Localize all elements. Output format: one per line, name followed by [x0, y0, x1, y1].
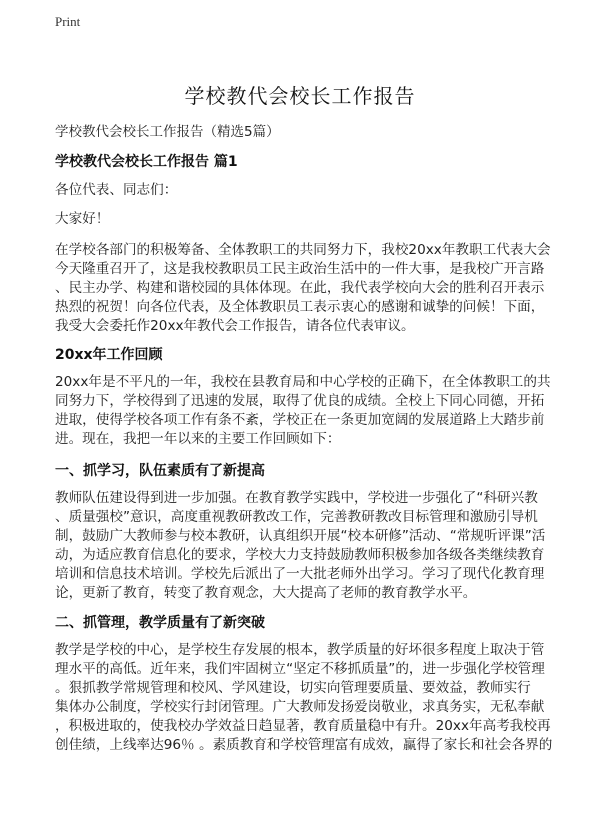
text-line: 教学是学校的中心，是学校生存发展的根本，教学质量的好坏很多程度上取决于管: [55, 642, 545, 658]
document-title: 学校教代会校长工作报告: [184, 84, 416, 108]
text-line: 。狠抓教学常规管理和校风、学风建设，切实向管理要质量、要效益，教师实行: [55, 680, 531, 696]
print-link[interactable]: Print: [55, 14, 81, 29]
text-line: 、质量强校”意识，高度重视教研教改工作，完善教研教改目标管理和激励引导机: [55, 509, 538, 525]
greeting-line: 各位代表、同志们：: [55, 182, 178, 198]
text-line: 集体办公制度，学校实行封闭管理。广大教师发扬爱岗敬业，求真务实，无私奉献: [55, 699, 545, 715]
text-line: 进。现在，我把一年以来的主要工作回顾如下：: [55, 431, 341, 447]
text-line: 我受大会委托作20xx年教代会工作报告，请各位代表审议。: [55, 318, 415, 334]
text-line: 在学校各部门的积极筹备、全体教职工的共同努力下，我校20xx年教职工代表大会: [55, 242, 551, 258]
text-line: 教师队伍建设得到进一步加强。在教育教学实践中，学校进一步强化了“科研兴教: [55, 490, 538, 506]
text-line: 制，鼓励广大教师参与校本教研，认真组织开展“校本研修”活动、“常规听评课”活: [55, 528, 546, 544]
section-heading: 学校教代会校长工作报告 篇1: [55, 154, 238, 170]
paragraph-study: [55, 489, 550, 603]
text-line: 同努力下，学校得到了迅速的发展，取得了优良的成绩。全校上下同心同德，开拓: [55, 393, 545, 409]
heading-management: 二、抓管理，教学质量有了新突破: [55, 615, 265, 631]
text-line: 动，为适应教育信息化的要求，学校大力支持鼓励教师积极参加各级各类继续教育: [55, 547, 545, 563]
text-line: 论，更新了教育，转变了教育观念，大大提高了老师的教育教学水平。: [55, 585, 477, 601]
paragraph-review: [55, 373, 550, 449]
text-line: ，积极进取的，使我校办学效益日趋显著，教育质量稳中有升。20xx年高考我校再: [55, 718, 551, 734]
text-line: 培训和信息技术培训。学校先后派出了一大批老师外出学习。学习了现代化教育理: [55, 566, 545, 582]
text-line: 进取，使得学校各项工作有条不紊，学校正在一条更加宽阔的发展道路上大踏步前: [55, 412, 545, 428]
text-line: 创佳绩，上线率达96％ 。素质教育和学校管理富有成效，赢得了家长和社会各界的: [55, 737, 553, 753]
text-line: 热烈的祝贺！向各位代表，及全体教职员工表示衷心的感谢和诚挚的问候！下面，: [55, 299, 545, 315]
greeting-hello: 大家好！: [55, 211, 110, 227]
paragraph-intro: [55, 241, 550, 336]
document-subtitle: 学校教代会校长工作报告（精选5篇）: [55, 124, 280, 140]
heading-study: 一、抓学习，队伍素质有了新提高: [55, 463, 265, 479]
text-line: 20xx年是不平凡的一年，我校在县教育局和中心学校的正确下，在全体教职工的共: [55, 374, 551, 390]
text-line: 今天隆重召开了，这是我校教职员工民主政治生活中的一件大事，是我校广开言路: [55, 261, 545, 277]
paragraph-management: [55, 641, 553, 755]
text-line: 理水平的高低。近年来，我们牢固树立“坚定不移抓质量”的，进一步强化学校管理: [55, 661, 545, 677]
heading-review: 20xx年工作回顾: [55, 347, 163, 363]
text-line: 、民主办学、构建和谐校园的具体体现。在此，我代表学校向大会的胜利召开表示: [55, 280, 545, 296]
